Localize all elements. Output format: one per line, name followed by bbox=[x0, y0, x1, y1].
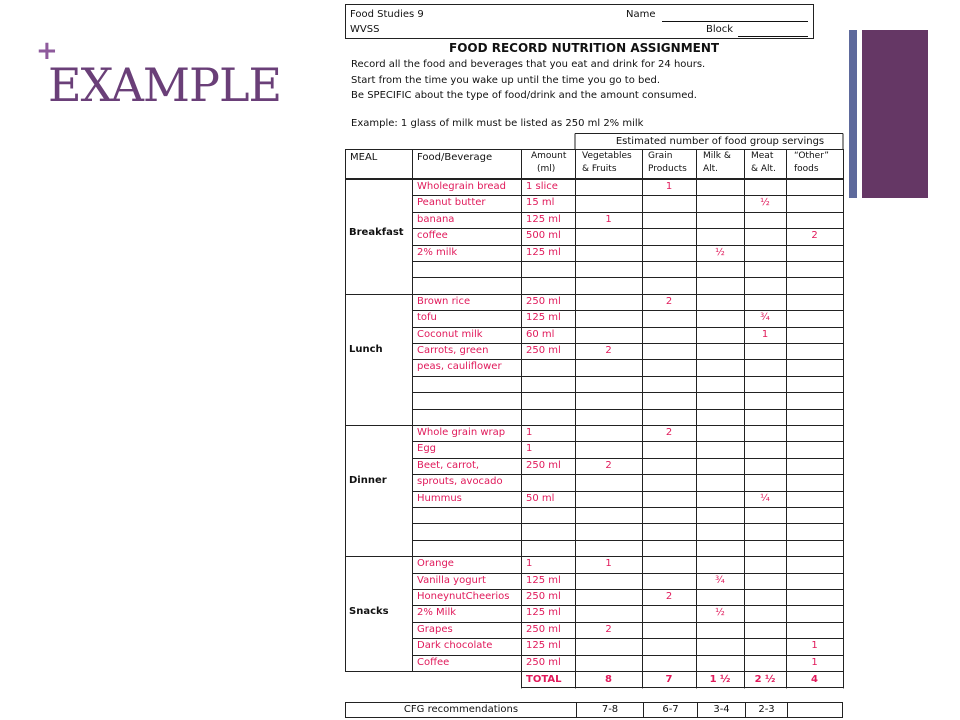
row-amount-cell: 125 ml bbox=[526, 574, 561, 586]
row-grain-cell: 2 bbox=[665, 591, 673, 602]
row-grain-cell: 2 bbox=[665, 427, 673, 438]
row-food-cell: Peanut butter bbox=[417, 197, 486, 209]
row-amount-cell: 125 ml bbox=[526, 640, 561, 652]
row-meat-cell: ¼ bbox=[760, 492, 770, 504]
row-food-cell: Wholegrain bread bbox=[417, 181, 507, 192]
milk-header: Milk & Alt. bbox=[703, 151, 731, 174]
row-food-cell: Coconut milk bbox=[417, 328, 483, 340]
veg-header: Vegetables & Fruits bbox=[582, 151, 632, 174]
row-veg-cell: 1 bbox=[605, 558, 612, 570]
worksheet-image bbox=[345, 2, 848, 718]
row-meat-cell: ½ bbox=[760, 197, 770, 209]
servings-super-header: Estimated number of food group servings bbox=[615, 136, 825, 147]
block-label: Block bbox=[706, 24, 734, 35]
name-label: Name bbox=[626, 9, 656, 20]
row-other-cell: 1 bbox=[811, 640, 818, 652]
row-milk-cell: ½ bbox=[715, 246, 725, 258]
row-food-cell: Whole grain wrap bbox=[417, 427, 506, 438]
grain-header: Grain Products bbox=[648, 151, 687, 174]
row-veg-cell: 2 bbox=[605, 623, 612, 635]
row-meat-cell: ¾ bbox=[760, 312, 770, 324]
row-amount-cell: 250 ml bbox=[526, 295, 561, 307]
worksheet-header-box bbox=[345, 4, 814, 39]
row-food-cell: Carrots, green bbox=[417, 345, 489, 356]
row-amount-cell: 125 ml bbox=[526, 312, 561, 324]
block-line bbox=[738, 36, 808, 37]
total-meat: 2 ½ bbox=[754, 674, 776, 685]
instruction-line: Be SPECIFIC about the type of food/drink and the amount consumed. bbox=[351, 90, 697, 101]
meal-label-dinner: Dinner bbox=[349, 475, 387, 486]
row-food-cell: Grapes bbox=[417, 623, 453, 635]
row-amount-cell: 250 ml bbox=[526, 591, 561, 602]
total-other: 4 bbox=[811, 674, 818, 685]
row-food-cell: banana bbox=[417, 213, 455, 225]
meal-header: MEAL bbox=[350, 152, 378, 163]
school-label: WVSS bbox=[350, 24, 380, 35]
row-food-cell: Vanilla yogurt bbox=[417, 574, 486, 586]
row-food-cell: sprouts, avocado bbox=[417, 476, 503, 488]
row-food-cell: Coffee bbox=[417, 656, 450, 668]
cfg-milk: 3-4 bbox=[713, 704, 730, 715]
row-amount-cell: 500 ml bbox=[526, 230, 561, 242]
amount-header: Amount (ml) bbox=[531, 151, 567, 174]
row-other-cell: 2 bbox=[811, 230, 818, 242]
row-amount-cell: 15 ml bbox=[526, 197, 555, 209]
row-amount-cell: 1 bbox=[526, 558, 533, 570]
row-amount-cell: 250 ml bbox=[526, 345, 561, 356]
row-food-cell: coffee bbox=[417, 230, 448, 242]
row-amount-cell: 1 bbox=[526, 427, 533, 438]
total-label: TOTAL bbox=[526, 674, 562, 685]
row-other-cell: 1 bbox=[811, 656, 818, 668]
row-amount-cell: 250 ml bbox=[526, 459, 561, 471]
course-label: Food Studies 9 bbox=[350, 9, 424, 20]
row-amount-cell: 1 slice bbox=[526, 181, 558, 192]
row-food-cell: tofu bbox=[417, 312, 437, 324]
row-grain-cell: 2 bbox=[665, 295, 673, 307]
cfg-veg: 7-8 bbox=[601, 704, 619, 715]
row-food-cell: Egg bbox=[417, 443, 437, 455]
name-line bbox=[662, 21, 808, 22]
cfg-recommendations-row bbox=[345, 702, 843, 718]
row-amount-cell: 250 ml bbox=[526, 623, 561, 635]
meat-header: Meat & Alt. bbox=[751, 151, 776, 174]
row-food-cell: Hummus bbox=[417, 492, 462, 504]
instruction-line: Start from the time you wake up until the time you go to bed. bbox=[351, 75, 661, 86]
decorative-purple-bar bbox=[862, 30, 928, 198]
instruction-line: Record all the food and beverages that you eat and drink for 24 hours. bbox=[351, 59, 706, 70]
row-food-cell: HoneynutCheerios bbox=[417, 591, 510, 602]
plus-icon: + bbox=[36, 36, 58, 66]
row-meat-cell: 1 bbox=[761, 328, 769, 340]
total-grain: 7 bbox=[665, 674, 673, 685]
example-note: Example: 1 glass of milk must be listed as 250 ml 2% milk bbox=[351, 118, 644, 129]
other-header: “Other” foods bbox=[794, 151, 829, 174]
row-amount-cell: 1 bbox=[526, 443, 533, 455]
row-food-cell: Orange bbox=[417, 558, 454, 570]
cfg-label: CFG recommendations bbox=[403, 704, 519, 715]
row-amount-cell: 250 ml bbox=[526, 656, 561, 668]
total-milk: 1 ½ bbox=[709, 674, 731, 685]
assignment-title: FOOD RECORD NUTRITION ASSIGNMENT bbox=[449, 41, 720, 55]
food-header: Food/Beverage bbox=[417, 152, 493, 163]
decorative-thin-bar bbox=[849, 30, 857, 198]
row-food-cell: Brown rice bbox=[417, 295, 471, 307]
row-veg-cell: 1 bbox=[605, 213, 612, 225]
row-milk-cell: ½ bbox=[715, 607, 725, 619]
cfg-grain: 6-7 bbox=[662, 704, 679, 715]
row-food-cell: Dark chocolate bbox=[417, 640, 493, 652]
cfg-divider bbox=[787, 703, 788, 717]
row-milk-cell: ¾ bbox=[715, 574, 725, 586]
row-veg-cell: 2 bbox=[605, 345, 612, 356]
row-food-cell: peas, cauliflower bbox=[417, 361, 502, 373]
row-amount-cell: 50 ml bbox=[526, 492, 555, 504]
meal-label-breakfast: Breakfast bbox=[349, 227, 404, 238]
meal-label-lunch: Lunch bbox=[349, 344, 383, 355]
total-veg: 8 bbox=[605, 674, 612, 685]
row-amount-cell: 125 ml bbox=[526, 246, 561, 258]
row-food-cell: 2% milk bbox=[417, 246, 458, 258]
row-amount-cell: 125 ml bbox=[526, 607, 561, 619]
cfg-meat: 2-3 bbox=[758, 704, 775, 715]
row-amount-cell: 60 ml bbox=[526, 328, 555, 340]
row-grain-cell: 1 bbox=[665, 181, 673, 192]
slide-title: EXAMPLE bbox=[48, 58, 282, 112]
row-food-cell: 2% Milk bbox=[417, 607, 457, 619]
meal-label-snacks: Snacks bbox=[349, 606, 389, 617]
row-amount-cell: 125 ml bbox=[526, 213, 561, 225]
row-veg-cell: 2 bbox=[605, 459, 612, 471]
row-food-cell: Beet, carrot, bbox=[417, 459, 480, 471]
